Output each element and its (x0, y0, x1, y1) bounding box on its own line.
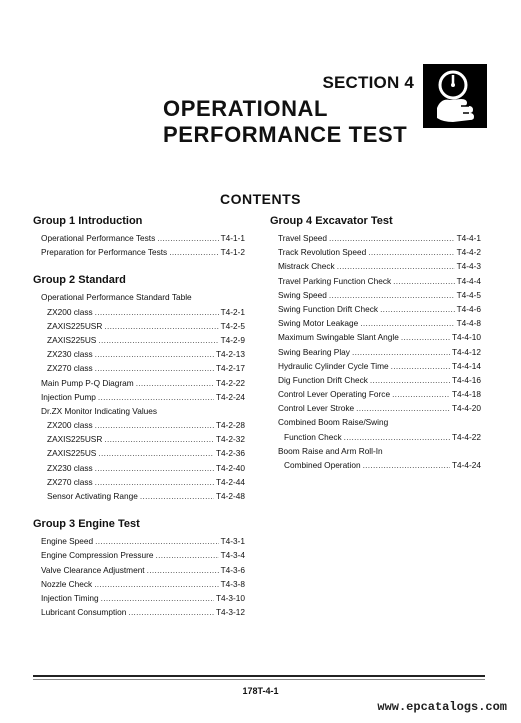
toc-entry-page: T4-4-20 (451, 403, 481, 414)
toc-leader-dots (391, 359, 450, 373)
toc-leader-dots (356, 401, 450, 415)
toc-entry-page: T4-2-24 (215, 391, 245, 402)
toc-entry-title: Mistrack Check (278, 261, 335, 272)
toc-leader-dots (344, 430, 450, 444)
toc-leader-dots (147, 563, 219, 577)
toc-entry-title: ZX200 class (47, 306, 93, 317)
toc-leader-dots (370, 373, 450, 387)
toc-entry-title: Dr.ZX Monitor Indicating Values (41, 405, 158, 416)
toc-entry[interactable] (270, 316, 481, 330)
toc-leader-dots (104, 432, 214, 446)
toc-entry-page: T4-3-12 (215, 607, 245, 618)
toc-entry[interactable] (33, 290, 245, 304)
toc-entry-page: T4-4-6 (456, 303, 481, 314)
toc-entry-page: T4-2-22 (215, 377, 245, 388)
toc-entry[interactable] (270, 245, 481, 259)
toc-entry[interactable] (33, 319, 245, 333)
toc-leader-dots (352, 345, 450, 359)
group-heading: Group 1 Introduction (33, 215, 143, 227)
toc-entry[interactable] (33, 245, 245, 259)
toc-group (33, 214, 245, 259)
toc-leader-dots (95, 461, 214, 475)
toc-leader-dots (98, 390, 214, 404)
toc-leader-dots (128, 605, 214, 619)
toc-entry-page: T4-3-8 (220, 578, 245, 589)
toc-entry-page: T4-4-22 (451, 431, 481, 442)
toc-entry-title: Swing Bearing Play (278, 346, 350, 357)
toc-entry[interactable] (33, 404, 245, 418)
toc-entry[interactable] (33, 347, 245, 361)
toc-entry-title: Preparation for Performance Tests (41, 247, 168, 258)
toc-leader-dots (140, 489, 214, 503)
toc-entry-title: Function Check (284, 431, 342, 442)
toc-entry-title: Swing Speed (278, 289, 327, 300)
toc-leader-dots (329, 231, 455, 245)
toc-leader-dots (368, 245, 454, 259)
section-icon-box (423, 64, 487, 128)
toc-leader-dots (95, 475, 214, 489)
toc-entry-title: Valve Clearance Adjustment (41, 564, 145, 575)
toc-entry-page: T4-2-28 (215, 420, 245, 431)
toc-leader-dots (337, 259, 455, 273)
toc-entry[interactable] (33, 489, 245, 503)
toc-leader-dots (98, 446, 214, 460)
toc-column-right (270, 214, 481, 486)
toc-entry-page: T4-3-10 (215, 592, 245, 603)
toc-entry[interactable] (33, 475, 245, 489)
contents-heading: CONTENTS (220, 191, 301, 207)
toc-entry-title: Operational Performance Standard Table (41, 292, 192, 303)
toc-entry-title: ZX270 class (47, 363, 93, 374)
toc-entry[interactable] (33, 418, 245, 432)
toc-leader-dots (157, 231, 218, 245)
toc-entry-page: T4-2-48 (215, 491, 245, 501)
toc-entry-page: T4-4-24 (451, 460, 481, 470)
footer-rule (33, 675, 485, 677)
toc-group (270, 214, 481, 472)
toc-entry-page: T4-4-12 (451, 346, 481, 357)
toc-entry-page: T4-2-9 (220, 334, 245, 345)
toc-group (33, 273, 245, 503)
toc-entry[interactable] (270, 387, 481, 401)
toc-entry-page: T4-2-13 (215, 349, 245, 360)
toc-leader-dots (101, 591, 214, 605)
toc-entry-title: Boom Raise and Arm Roll-In (278, 445, 383, 456)
toc-column-left (33, 214, 245, 633)
toc-entry[interactable] (270, 430, 481, 444)
toc-entry-page: T4-4-2 (456, 247, 481, 258)
group-heading: Group 4 Excavator Test (270, 215, 393, 227)
toc-entry-title: Engine Speed (41, 536, 94, 547)
toc-leader-dots (363, 458, 450, 472)
toc-entry-page: T4-4-3 (456, 261, 481, 272)
toc-entry-title: Dig Function Drift Check (278, 374, 368, 385)
toc-leader-dots (360, 316, 454, 330)
toc-entry-title: Lubricant Consumption (41, 607, 127, 618)
watermark: www.epcatalogs.com (377, 700, 507, 714)
page-title (163, 96, 407, 148)
toc-entry-page: T4-4-10 (451, 332, 481, 343)
toc-entry[interactable] (270, 415, 481, 429)
group-heading: Group 3 Engine Test (33, 518, 140, 531)
footer-rule-thin (33, 679, 485, 680)
toc-entry[interactable] (33, 534, 245, 548)
toc-entry-title: Swing Function Drift Check (278, 303, 379, 314)
toc-leader-dots (169, 245, 218, 259)
toc-entry-page: T4-1-1 (220, 233, 245, 243)
toc-entry-title: Travel Speed (278, 233, 328, 243)
toc-entry-page: T4-2-17 (215, 363, 245, 374)
toc-entry-page: T4-4-16 (451, 374, 481, 385)
toc-entry[interactable] (270, 231, 481, 245)
toc-entry-title: ZX230 class (47, 462, 93, 473)
toc-leader-dots (156, 548, 219, 562)
toc-leader-dots (392, 387, 450, 401)
toc-entry-page: T4-3-1 (220, 536, 245, 547)
toc-entry[interactable] (270, 345, 481, 359)
gauge-hand-icon (423, 64, 487, 128)
toc-entry-title: Injection Timing (41, 592, 99, 603)
toc-entry-page: T4-4-18 (451, 389, 481, 400)
toc-entry-title: Control Lever Stroke (278, 403, 355, 414)
toc-entry[interactable] (270, 359, 481, 373)
toc-leader-dots (95, 347, 214, 361)
toc-entry[interactable] (270, 458, 481, 472)
toc-leader-dots (329, 288, 455, 302)
toc-entry[interactable] (33, 432, 245, 446)
toc-entry-title: Travel Parking Function Check (278, 275, 392, 286)
toc-entry[interactable] (33, 390, 245, 404)
toc-leader-dots (393, 274, 454, 288)
toc-entry-page: T4-3-4 (220, 550, 245, 561)
toc-entry-title: ZX270 class (47, 476, 93, 487)
toc-entry[interactable] (33, 305, 245, 319)
toc-entry-title: ZX200 class (47, 420, 93, 431)
toc-group (33, 517, 245, 619)
toc-entry-page: T4-3-6 (220, 564, 245, 575)
toc-entry-title: Sensor Activating Range (47, 491, 138, 501)
toc-entry-title: Operational Performance Tests (41, 233, 156, 243)
toc-leader-dots (95, 418, 214, 432)
toc-entry[interactable] (33, 577, 245, 591)
toc-leader-dots (136, 376, 214, 390)
toc-entry-page: T4-4-14 (451, 360, 481, 371)
toc-entry-title: Track Revolution Speed (278, 247, 367, 258)
toc-entry[interactable] (270, 401, 481, 415)
toc-entry[interactable] (270, 274, 481, 288)
toc-entry[interactable] (270, 302, 481, 316)
toc-entry-title: Swing Motor Leakage (278, 318, 359, 329)
toc-entry-title: Injection Pump (41, 391, 96, 402)
toc-entry-page: T4-4-5 (456, 289, 481, 300)
toc-entry[interactable] (33, 591, 245, 605)
group-heading: Group 2 Standard (33, 274, 126, 287)
toc-entry-page: T4-2-36 (215, 448, 245, 459)
toc-entry[interactable] (33, 548, 245, 562)
toc-entry[interactable] (33, 605, 245, 619)
page-number: 178T-4-1 (242, 686, 279, 696)
toc-entry-title: Maximum Swingable Slant Angle (278, 332, 399, 343)
toc-entry[interactable] (270, 288, 481, 302)
toc-entry[interactable] (33, 333, 245, 347)
toc-entry-page: T4-2-32 (215, 434, 245, 445)
toc-leader-dots (95, 361, 214, 375)
toc-leader-dots (94, 577, 218, 591)
toc-entry-title: Combined Boom Raise/Swing (278, 417, 389, 428)
toc-entry-page: T4-4-4 (456, 275, 481, 286)
toc-entry[interactable] (33, 361, 245, 375)
title-line-2: PERFORMANCE TEST (163, 122, 408, 147)
toc-entry-title: ZAXIS225USR (47, 434, 103, 445)
toc-entry-page: T4-2-40 (215, 462, 245, 473)
toc-entry-title: ZAXIS225US (47, 448, 97, 459)
toc-entry[interactable] (270, 330, 481, 344)
toc-entry-page: T4-4-8 (456, 318, 481, 329)
toc-entry[interactable] (33, 446, 245, 460)
toc-entry-title: Combined Operation (284, 460, 361, 470)
toc-entry-title: ZX230 class (47, 349, 93, 360)
toc-leader-dots (104, 319, 218, 333)
toc-entry-page: T4-2-5 (220, 320, 245, 331)
toc-entry[interactable] (33, 461, 245, 475)
toc-leader-dots (401, 330, 450, 344)
toc-entry[interactable] (33, 376, 245, 390)
toc-entry[interactable] (33, 563, 245, 577)
toc-entry-page: T4-2-1 (220, 306, 245, 317)
title-line-1: OPERATIONAL (163, 96, 329, 121)
toc-entry-page: T4-4-1 (456, 233, 481, 243)
toc-entry-page: T4-2-44 (215, 476, 245, 487)
toc-entry-page: T4-1-2 (220, 247, 245, 258)
toc-leader-dots (95, 305, 219, 319)
toc-entry[interactable] (33, 231, 245, 245)
toc-entry[interactable] (270, 444, 481, 458)
toc-entry-title: Main Pump P-Q Diagram (41, 377, 134, 388)
section-label: SECTION 4 (322, 73, 414, 92)
toc-entry-title: Control Lever Operating Force (278, 389, 391, 400)
toc-entry-title: ZAXIS225US (47, 334, 97, 345)
toc-entry[interactable] (270, 373, 481, 387)
toc-leader-dots (380, 302, 455, 316)
toc-entry-title: ZAXIS225USR (47, 320, 103, 331)
toc-entry[interactable] (270, 259, 481, 273)
toc-entry-title: Hydraulic Cylinder Cycle Time (278, 360, 389, 371)
toc-leader-dots (98, 333, 218, 347)
toc-leader-dots (95, 534, 218, 548)
toc-entry-title: Engine Compression Pressure (41, 550, 154, 561)
toc-entry-title: Nozzle Check (41, 578, 93, 589)
